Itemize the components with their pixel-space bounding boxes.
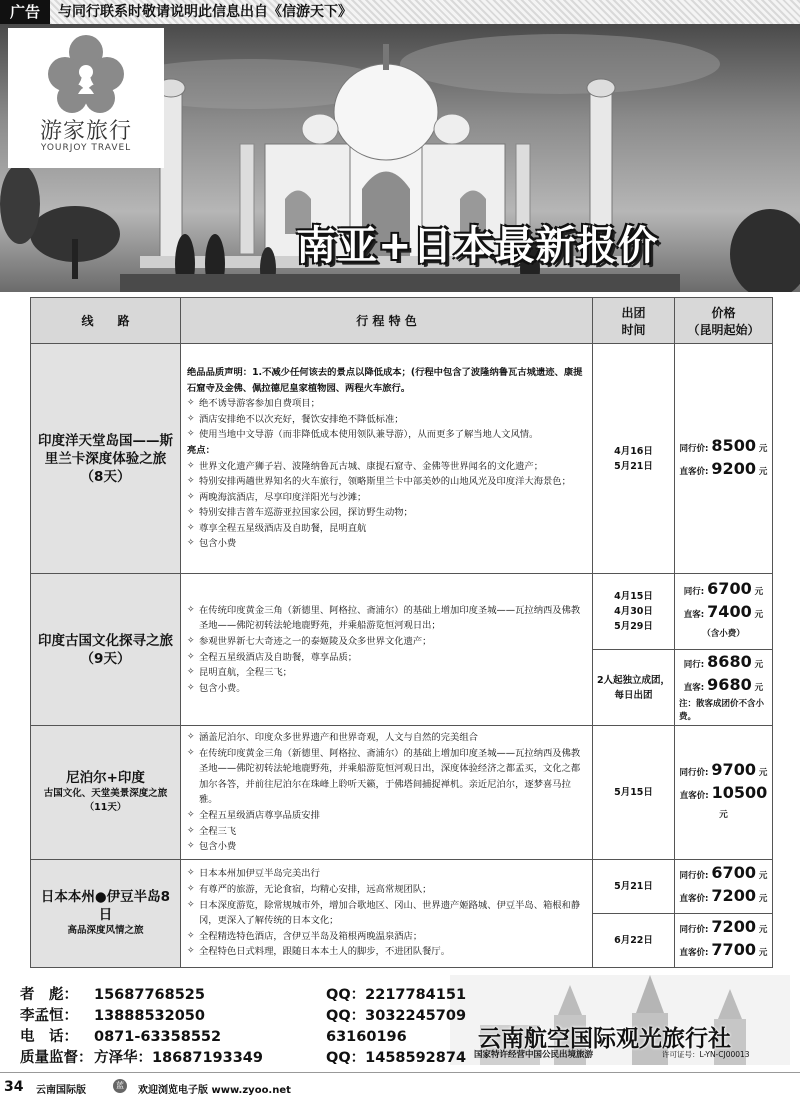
list-item: ✧ 日本本州加伊豆半岛完美出行 [187,866,586,882]
price-value: 8500 [711,435,756,455]
contact-row: 电 话： 0871-63358552 63160196 [20,1027,407,1048]
table-row [31,574,773,650]
price-value: 8680 [707,651,752,671]
route-name: 尼泊尔+印度 古国文化、天堂美景深度之旅（11天） [31,726,181,860]
list-item: ✧ 包含小费 [187,839,586,855]
list-item: ✧ 包含小费 [187,536,586,552]
list-item: ✧ 两晚海滨酒店，尽享印度洋阳光与沙滩； [187,490,586,506]
contact-phone: 15687768525 [94,987,205,1003]
contact-phone: 13888532050 [94,1008,205,1024]
list-item: ✧ 昆明直航，全程三飞； [187,665,586,681]
list-item: ✧ 在传统印度黄金三角（新德里、阿格拉、斋浦尔）的基础上增加印度圣城——瓦拉纳西及佛教圣地——佛陀初转法轮地鹿野苑，并乘船游览恒河观日出，深度体验经济之都孟买，文化之都加尔各答，并前往尼泊尔在珠峰上聆听天籁，于佛塔间捕捉禅机。亲近尼泊尔，逐梦喜马拉雅。 [187,746,586,808]
contact-qq: 63160196 [326,1029,407,1045]
departure-dates: 5月21日 [593,859,675,913]
contact-phone: 方泽华：18687193349 [94,1050,263,1066]
contact-phone: 0871-63358552 [94,1029,222,1045]
contact-qq: QQ：1458592874 [326,1050,467,1066]
top-banner [0,0,800,24]
tour-features [181,574,593,726]
header-route: 线 路 [31,298,181,344]
section-name: 云南国际版 [36,1085,86,1096]
departure-dates: 5月15日 [593,726,675,860]
price-note: （含小费） [702,629,745,639]
list-item: ✧ 涵盖尼泊尔、印度众多世界遗产和世界奇观，人文与自然的完美组合 [187,730,586,746]
table-row [31,344,773,574]
price-value: 6700 [711,863,756,883]
price-info: 同行价: 6700 元 直客价: 7200 元 [675,859,773,913]
price-value: 6700 [707,579,752,598]
page-number: 34 [4,1079,24,1095]
price-note: 注：散客成团价不含小费。 [679,698,765,722]
list-item: ✧ 世界文化遗产狮子岩、波隆纳鲁瓦古城、康提石窟寺、金佛等世界闻名的文化遗产； [187,459,586,475]
price-value: 9700 [711,759,756,779]
list-item: ✧ 全程精选特色酒店，含伊豆半岛及箱根两晚温泉酒店； [187,929,586,945]
list-item: ✧ 全程五星级酒店及自助餐，尊享品质； [187,650,586,666]
list-item: ✧ 特别安排两趟世界知名的火车旅行，领略斯里兰卡中部美妙的山地风光及印度洋大海景色； [187,474,586,490]
contact-qq: QQ：3032245709 [326,1008,467,1024]
contact-qq: QQ：2217784151 [326,987,467,1003]
flower-person-icon [8,28,164,114]
list-item: ✧ 特别安排吉普车巡游亚拉国家公园，探访野生动物； [187,505,586,521]
list-item: ✧ 酒店安排绝不以次充好，餐饮安排绝不降低标准； [187,412,586,428]
price-table [30,297,773,968]
header-date: 出团 时间 [593,298,675,344]
hero-image [0,24,800,292]
list-item: ✧ 全程五星级酒店尊享品质安排 [187,808,586,824]
departure-dates: 6月22日 [593,913,675,967]
list-item: ✧ 包含小费。 [187,681,586,697]
contact-section [0,975,800,1065]
list-item: ✧ 参观世界新七大奇迹之一的泰姬陵及众多世界文化遗产； [187,634,586,650]
list-item: ✧ 有尊严的旅游，无论食宿，均精心安排，远高常规团队； [187,882,586,898]
agency-subtitle: 国家特许经营中国公民出境旅游 [474,1050,594,1060]
table-header [31,298,773,344]
price-info: 同行价: 7200 元 直客价: 7700 元 [675,913,773,967]
list-item: ✧ 在传统印度黄金三角（新德里、阿格拉、斋浦尔）的基础上增加印度圣城——瓦拉纳西及佛教圣地——佛陀初转法轮地鹿野苑，并乘船游览恒河观日出； [187,603,586,634]
header-features: 行 程 特 色 [181,298,593,344]
tour-features [181,344,593,574]
quality-statement: 绝品品质声明：1.不减少任何该去的景点以降低成本；(行程中包含了波隆纳鲁瓦古城遗迹、康提石窟寺及金佛、佩拉德尼皇家植物园、两程火车旅行。 [187,366,583,394]
ad-tag: 广告 [0,0,50,24]
route-name: 印度洋天堂岛国——斯里兰卡深度体验之旅（8天） [31,344,181,574]
header-price: 价格 （昆明起始） [675,298,773,344]
departure-dates: 4月15日 4月30日 5月29日 [593,574,675,650]
page-footer [0,1072,800,1100]
price-value: 10500 [711,782,768,802]
contact-row: 质量监督： 方泽华：18687193349 QQ：1458592874 [20,1048,466,1069]
price-info: 同行: 8680 元 直客: 9680 元 注：散客成团价不含小费。 [675,650,773,726]
contact-row: 者 彪： 15687768525 QQ：2217784151 [20,985,466,1006]
list-item: ✧ 日本深度游览，除常规城市外，增加合歌地区、冈山、世界遗产姬路城、伊豆半岛、箱根和静冈，更深入了解传统的日本文化； [187,898,586,929]
price-value: 9680 [707,674,752,694]
logo-text-en: YOURJOY TRAVEL [40,143,132,153]
tour-features [181,859,593,967]
price-value: 9200 [711,458,756,478]
route-subtitle: 古国文化、天堂美景深度之旅（11天） [43,788,168,814]
table-row [31,726,773,860]
list-item: ✧ 全程三飞 [187,824,586,840]
route-subtitle: 高品深度风情之旅 [67,925,144,937]
price-info: 同行价: 9700 元 直客价: 10500 元 [675,726,773,860]
logo-text-cn: 游家旅行 [39,119,132,144]
price-info: 同行价: 8500 元 直客价: 9200 元 [675,344,773,574]
price-info: 同行: 6700 元 直客: 7400 元 （含小费） [675,574,773,650]
price-value: 7200 [711,917,756,937]
list-item: ✧ 使用当地中文导游（而非降低成本使用领队兼导游），从而更多了解当地人文风情。 [187,427,586,443]
price-value: 7700 [711,940,756,960]
tour-features [181,726,593,860]
price-value: 7200 [711,886,756,906]
source-notice: 与同行联系时敬请说明此信息出自《信游天下》 [58,4,352,20]
list-item: ✧ 绝不诱导游客参加自费项目； [187,396,586,412]
highlight-title: 亮点： [187,444,215,456]
agency-name: 云南航空国际观光旅行社 [478,1026,731,1052]
license-number: 许可证号：L-YN-CJ00013 [662,1050,750,1059]
route-name: 印度古国文化探寻之旅（9天） [31,574,181,726]
table-row [31,859,773,913]
departure-dates: 2人起独立成团，每日出团 [593,650,675,726]
section-badge: 蓝 [113,1079,127,1093]
logo [8,28,164,168]
departure-dates: 4月16日 5月21日 [593,344,675,574]
website-link[interactable]: 欢迎浏览电子版 www.zyoo.net [138,1085,291,1096]
contact-row: 李孟恒： 13888532050 QQ：3032245709 [20,1006,466,1027]
headline: 南亚+日本最新报价 [296,223,659,269]
list-item: ✧ 全程特色日式料理，跟随日本本土人的脚步，不进团队餐厅。 [187,944,586,960]
list-item: ✧ 尊享全程五星级酒店及自助餐，昆明直航 [187,521,586,537]
route-name: 日本本州●伊豆半岛8日 高品深度风情之旅 [31,859,181,967]
price-value: 7400 [707,602,752,621]
